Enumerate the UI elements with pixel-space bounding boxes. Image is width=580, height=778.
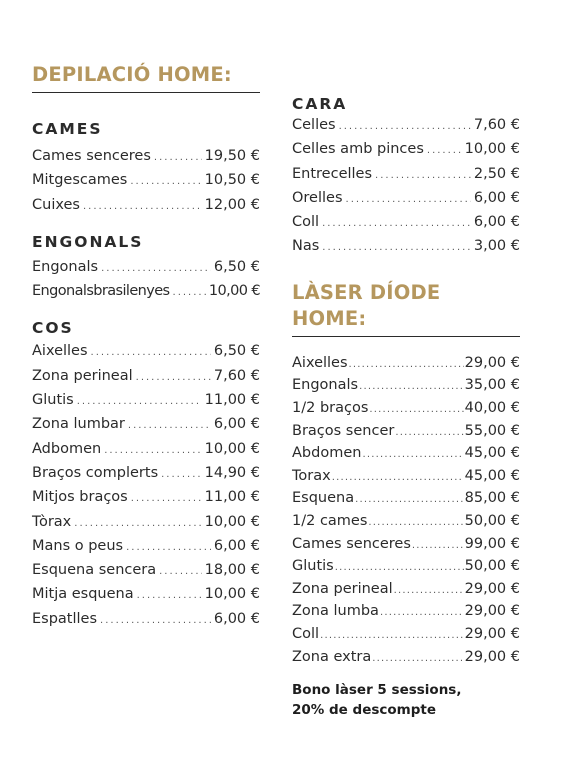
item-name: Orelles <box>292 189 343 206</box>
section-laser-diode <box>292 280 520 669</box>
price-row <box>292 235 520 259</box>
item-name: Zona lumba <box>292 603 379 620</box>
section-title-cos: COS <box>32 319 74 338</box>
item-price: 19,50 € <box>204 148 260 164</box>
dot-leader <box>161 463 202 486</box>
item-name: Cames senceres <box>292 535 411 552</box>
dot-leader <box>126 536 211 559</box>
item-price: 50,00 € <box>464 558 520 575</box>
price-row <box>32 583 260 607</box>
dot-leader <box>368 512 463 534</box>
item-price: 29,00 € <box>464 354 520 371</box>
item-name: Abdomen <box>292 445 362 462</box>
dot-leader <box>104 439 201 462</box>
item-price: 6,50 € <box>213 343 260 360</box>
item-name: Cuixes <box>32 196 80 213</box>
item-price: 2,50 € <box>473 165 520 182</box>
item-price: 7,60 € <box>473 117 520 133</box>
item-name: Zona extra <box>292 648 372 665</box>
item-price: 45,00 € <box>464 445 520 462</box>
item-name: Coll <box>292 214 320 231</box>
item-name: Tòrax <box>32 513 72 530</box>
price-row <box>292 375 520 398</box>
price-row <box>32 340 260 364</box>
item-price: 29,00 € <box>464 580 520 597</box>
item-name: Engonals <box>292 377 359 394</box>
dot-leader <box>101 257 211 280</box>
dot-leader <box>91 341 211 364</box>
dot-leader <box>369 399 463 421</box>
item-price: 10,00 € <box>204 513 260 530</box>
dot-leader <box>130 170 201 193</box>
dot-leader <box>412 535 464 557</box>
depilacio-home-heading: DEPILACIÓ HOME: <box>32 63 232 86</box>
dot-leader <box>159 560 202 583</box>
item-name: 1/2 cames <box>292 512 368 529</box>
section-cos <box>32 318 260 632</box>
item-name: Mitjos braços <box>32 489 128 506</box>
dot-leader <box>395 422 463 444</box>
price-row <box>32 462 260 486</box>
item-name: Torax <box>292 467 331 484</box>
item-price: 6,00 € <box>473 189 520 206</box>
item-name: Celles <box>292 117 336 133</box>
price-row <box>32 413 260 437</box>
item-price: 55,00 € <box>464 422 520 439</box>
price-row <box>32 365 260 389</box>
item-name: Glutis <box>32 392 74 409</box>
dot-leader <box>372 648 463 670</box>
dot-leader <box>349 354 464 376</box>
item-price: 6,00 € <box>473 214 520 231</box>
price-row <box>32 438 260 462</box>
dot-leader <box>380 602 464 624</box>
dot-leader <box>322 212 471 235</box>
item-name: Espatlles <box>32 610 98 627</box>
price-row <box>32 169 260 193</box>
item-name: Mitja esquena <box>32 586 134 603</box>
section-title-engonals: ENGONALS <box>32 232 144 251</box>
price-row <box>32 145 260 169</box>
item-price: 6,00 € <box>213 537 260 554</box>
price-row <box>32 608 260 632</box>
heading-divider <box>32 92 260 93</box>
price-row <box>32 486 260 510</box>
item-price: 40,00 € <box>464 399 520 416</box>
section-title-cames: CAMES <box>32 120 103 138</box>
dot-leader <box>362 444 463 466</box>
item-price: 45,00 € <box>464 467 520 484</box>
item-name: Mans o peus <box>32 537 124 554</box>
price-row <box>32 280 260 304</box>
price-row <box>292 488 520 511</box>
item-price: 12,00 € <box>204 196 260 213</box>
item-name: Cames senceres <box>32 148 151 164</box>
item-price: 6,00 € <box>213 416 260 433</box>
item-name: Engonalsbrasilenyes <box>32 283 170 300</box>
item-name: Celles amb pinces <box>292 141 424 158</box>
item-price: 10,50 € <box>204 172 260 189</box>
item-name: Nas <box>292 238 320 255</box>
laser-diode-heading: LÀSER DÍODE HOME: <box>292 280 441 330</box>
item-price: 14,90 € <box>204 464 260 481</box>
item-name: Zona perineal <box>32 367 133 384</box>
item-price: 18,00 € <box>204 562 260 579</box>
price-row <box>292 163 520 187</box>
price-row <box>32 535 260 559</box>
dot-leader <box>154 146 202 169</box>
price-row <box>292 647 520 670</box>
item-price: 3,00 € <box>473 238 520 255</box>
item-price: 50,00 € <box>464 512 520 529</box>
item-name: Engonals <box>32 258 99 275</box>
dot-leader <box>74 512 201 535</box>
item-name: Glutis <box>292 558 334 575</box>
item-price: 29,00 € <box>464 625 520 642</box>
item-name: 1/2 braços <box>292 399 369 416</box>
price-row <box>292 466 520 489</box>
dot-leader <box>394 580 464 602</box>
section-title-cara: CARA <box>292 95 348 113</box>
dot-leader <box>427 139 462 162</box>
dot-leader <box>100 609 211 632</box>
price-row <box>292 556 520 579</box>
dot-leader <box>137 584 202 607</box>
item-price: 11,00 € <box>204 392 260 409</box>
item-price: 29,00 € <box>464 648 520 665</box>
dot-leader <box>128 414 211 437</box>
price-row <box>292 421 520 444</box>
price-row <box>292 443 520 466</box>
dot-leader <box>136 366 211 389</box>
price-row <box>292 624 520 647</box>
bono-line-1: Bono làser 5 sessions, <box>292 682 462 698</box>
price-row <box>292 534 520 557</box>
item-name: Coll <box>292 625 320 642</box>
item-name: Aixelles <box>292 354 348 371</box>
dot-leader <box>355 489 464 511</box>
price-row <box>292 211 520 235</box>
item-name: Esquena <box>292 490 355 507</box>
section-cara <box>292 94 520 260</box>
dot-leader <box>339 115 471 138</box>
item-name: Zona lumbar <box>32 416 125 433</box>
item-price: 11,00 € <box>204 489 260 506</box>
item-name: Adbomen <box>32 440 102 457</box>
item-name: Mitgescames <box>32 172 128 189</box>
item-name: Entrecelles <box>292 165 373 182</box>
heading-divider <box>292 336 520 337</box>
price-row <box>292 601 520 624</box>
bono-offer <box>292 680 512 720</box>
item-price: 6,50 € <box>213 258 260 275</box>
price-row <box>292 579 520 602</box>
price-row <box>32 511 260 535</box>
item-price: 85,00 € <box>464 490 520 507</box>
dot-leader <box>346 188 471 211</box>
item-price: 10,00 € <box>204 586 260 603</box>
dot-leader <box>335 557 464 579</box>
dot-leader <box>173 281 206 304</box>
dot-leader <box>332 467 464 489</box>
item-name: Braços complerts <box>32 464 159 481</box>
price-row <box>292 511 520 534</box>
dot-leader <box>83 195 202 218</box>
right-column <box>292 94 520 669</box>
dot-leader <box>320 625 464 647</box>
price-row <box>32 194 260 218</box>
dot-leader <box>322 236 471 259</box>
price-row <box>32 559 260 583</box>
price-row <box>32 389 260 413</box>
item-name: Esquena sencera <box>32 562 157 579</box>
section-cames <box>32 119 260 218</box>
price-row <box>292 114 520 138</box>
item-name: Braços sencer <box>292 422 395 439</box>
depilacio-home-column <box>32 62 260 632</box>
dot-leader <box>375 164 471 187</box>
item-price: 10,00 € <box>464 141 520 158</box>
dot-leader <box>131 487 202 510</box>
item-price: 7,60 € <box>213 367 260 384</box>
item-price: 6,00 € <box>213 610 260 627</box>
bono-line-2: 20% de descompte <box>292 702 437 718</box>
item-price: 35,00 € <box>464 377 520 394</box>
item-name: Zona perineal <box>292 580 393 597</box>
price-row <box>292 353 520 376</box>
item-price: 10,00 € <box>208 283 260 300</box>
price-row <box>292 398 520 421</box>
dot-leader <box>359 376 464 398</box>
section-engonals <box>32 232 260 305</box>
item-price: 29,00 € <box>464 603 520 620</box>
item-price: 99,00 € <box>464 535 520 552</box>
price-row <box>292 138 520 162</box>
item-price: 10,00 € <box>204 440 260 457</box>
item-name: Aixelles <box>32 343 88 360</box>
dot-leader <box>77 390 202 413</box>
price-row <box>32 256 260 280</box>
price-row <box>292 187 520 211</box>
